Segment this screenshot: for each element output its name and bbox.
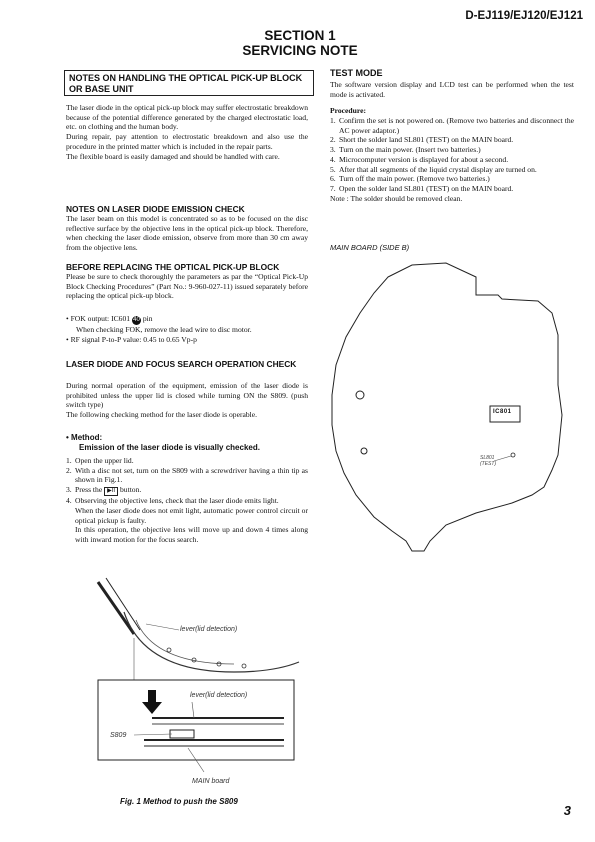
- ic801-label: IC801: [493, 409, 512, 415]
- section-title: SERVICING NOTE: [242, 43, 358, 58]
- main-board-label: MAIN board: [192, 778, 230, 785]
- emission-check-text: The laser beam on this model is concentrated so as to be focused on the disc reflective surface by the objective lens in the optical pick-up block. Therefore, when checking the laser diode emission, observe from more than 30 cm away from the objective lens.: [66, 214, 308, 253]
- lever-label-2: lever(lid detection): [190, 692, 248, 699]
- pin-40-icon: 40: [133, 317, 140, 323]
- list-item: 4. Microcomputer version is displayed for about a second.: [330, 154, 509, 164]
- list-item: 7. Open the solder land SL801 (TEST) on the MAIN board.: [330, 183, 514, 193]
- rf-bullet: • RF signal P-to-P value: 0.45 to 0.65 Vp-p: [66, 334, 197, 344]
- list-item: 1. Open the upper lid.: [66, 456, 134, 465]
- lever-label-1: lever(lid detection): [180, 626, 238, 633]
- play-pause-button-icon: ▶II: [104, 487, 118, 496]
- focus-search-text: [66, 381, 308, 420]
- fok-label: FOK output: IC601: [70, 314, 131, 323]
- emission-check-title: NOTES ON LASER DIODE EMISSION CHECK: [66, 204, 245, 214]
- list-item: 5. After that all segments of the liquid crystal display are turned on.: [330, 164, 537, 174]
- fok-bullet: • FOK output: IC601 40 pin: [66, 314, 153, 323]
- model-number: D-EJ119/EJ120/EJ121: [465, 10, 583, 22]
- board-title: MAIN BOARD (SIDE B): [330, 243, 410, 252]
- test-mode-steps: [330, 116, 574, 203]
- rf-label: RF signal P-to-P value: 0.45 to 0.65 Vp-p: [70, 334, 197, 344]
- list-item: 1. Confirm the set is not powered on. (Remove two batteries and disconnect the AC power adaptor.): [330, 116, 574, 135]
- test-mode-title: TEST MODE: [330, 68, 383, 78]
- test-mode-note: Note : The solder should be removed clean.: [330, 193, 463, 203]
- method-label: Method:: [71, 433, 103, 442]
- test-mode-intro: The software version display and LCD test can be performed when the test mode is activated.: [330, 80, 574, 99]
- page-number: 3: [563, 803, 571, 818]
- procedure-label: Procedure:: [330, 106, 366, 115]
- list-item: 3. Turn on the main power. (Insert two batteries.): [330, 145, 481, 155]
- intro-paragraph: The flexible board is easily damaged and should be handled with care.: [66, 151, 280, 161]
- list-item: 2. With a disc not set, turn on the S809 with a screwdriver having a thin tip as shown in Fig.1.: [66, 465, 308, 485]
- fok-note: When checking FOK, remove the lead wire to disc motor.: [76, 325, 252, 334]
- focus-search-title: LASER DIODE AND FOCUS SEARCH OPERATION CHECK: [66, 359, 297, 369]
- method-block: • Method: Emission of the laser diode is visually checked.: [66, 433, 308, 453]
- method-subtitle: Emission of the laser diode is visually checked.: [79, 443, 260, 452]
- list-item: 3. Press the ▶II button.: [66, 485, 142, 495]
- focus-paragraph: The following checking method for the laser diode is operable.: [66, 410, 258, 420]
- fok-suffix: pin: [142, 314, 153, 323]
- list-item: 6. Turn off the main power. (Remove two batteries.): [330, 174, 490, 184]
- s809-label: S809: [110, 732, 127, 739]
- list-item: 4. Observing the objective lens, check that the laser diode emits light. When the laser diode does not emit light, automatic power control circuit or optical pickup is faulty. In this operation, the objective lens will move up and down 4 times along with inward motion for the focus search.: [66, 496, 308, 544]
- intro-paragraph: The laser diode in the optical pick-up block may suffer electrostatic breakdown because of the potential difference generated by the charged electrostatic load, etc. on clothing and the human body.: [66, 103, 308, 132]
- handling-notes-box-title: NOTES ON HANDLING THE OPTICAL PICK-UP BLOCK OR BASE UNIT: [64, 70, 314, 96]
- before-replacing-text: Please be sure to check thoroughly the parameters as par the “Optical Pick-Up Block Checking Procedures” (Part No.: 9-960-027-11) issued separately before replacing the optical pick-up block.: [66, 272, 308, 301]
- check-bullets: [66, 314, 308, 344]
- method-steps: [66, 456, 308, 545]
- fig1-diagram: [84, 572, 304, 802]
- sl801-label: SL801 (TEST): [480, 455, 497, 467]
- intro-paragraph: During repair, pay attention to electrostatic breakdown and also use the procedure in the printed matter which is included in the repair parts.: [66, 132, 308, 151]
- section-number: SECTION 1: [264, 28, 336, 43]
- focus-paragraph: During normal operation of the equipment, emission of the laser diode is prohibited unless the upper lid is closed while turning ON the S809. (push switch type): [66, 381, 308, 410]
- fig1-caption: Fig. 1 Method to push the S809: [120, 797, 238, 806]
- main-board-diagram: [326, 255, 588, 560]
- handling-intro: [66, 103, 308, 161]
- before-replacing-title: BEFORE REPLACING THE OPTICAL PICK-UP BLOCK: [66, 262, 280, 272]
- list-item: 2. Short the solder land SL801 (TEST) on the MAIN board.: [330, 135, 514, 145]
